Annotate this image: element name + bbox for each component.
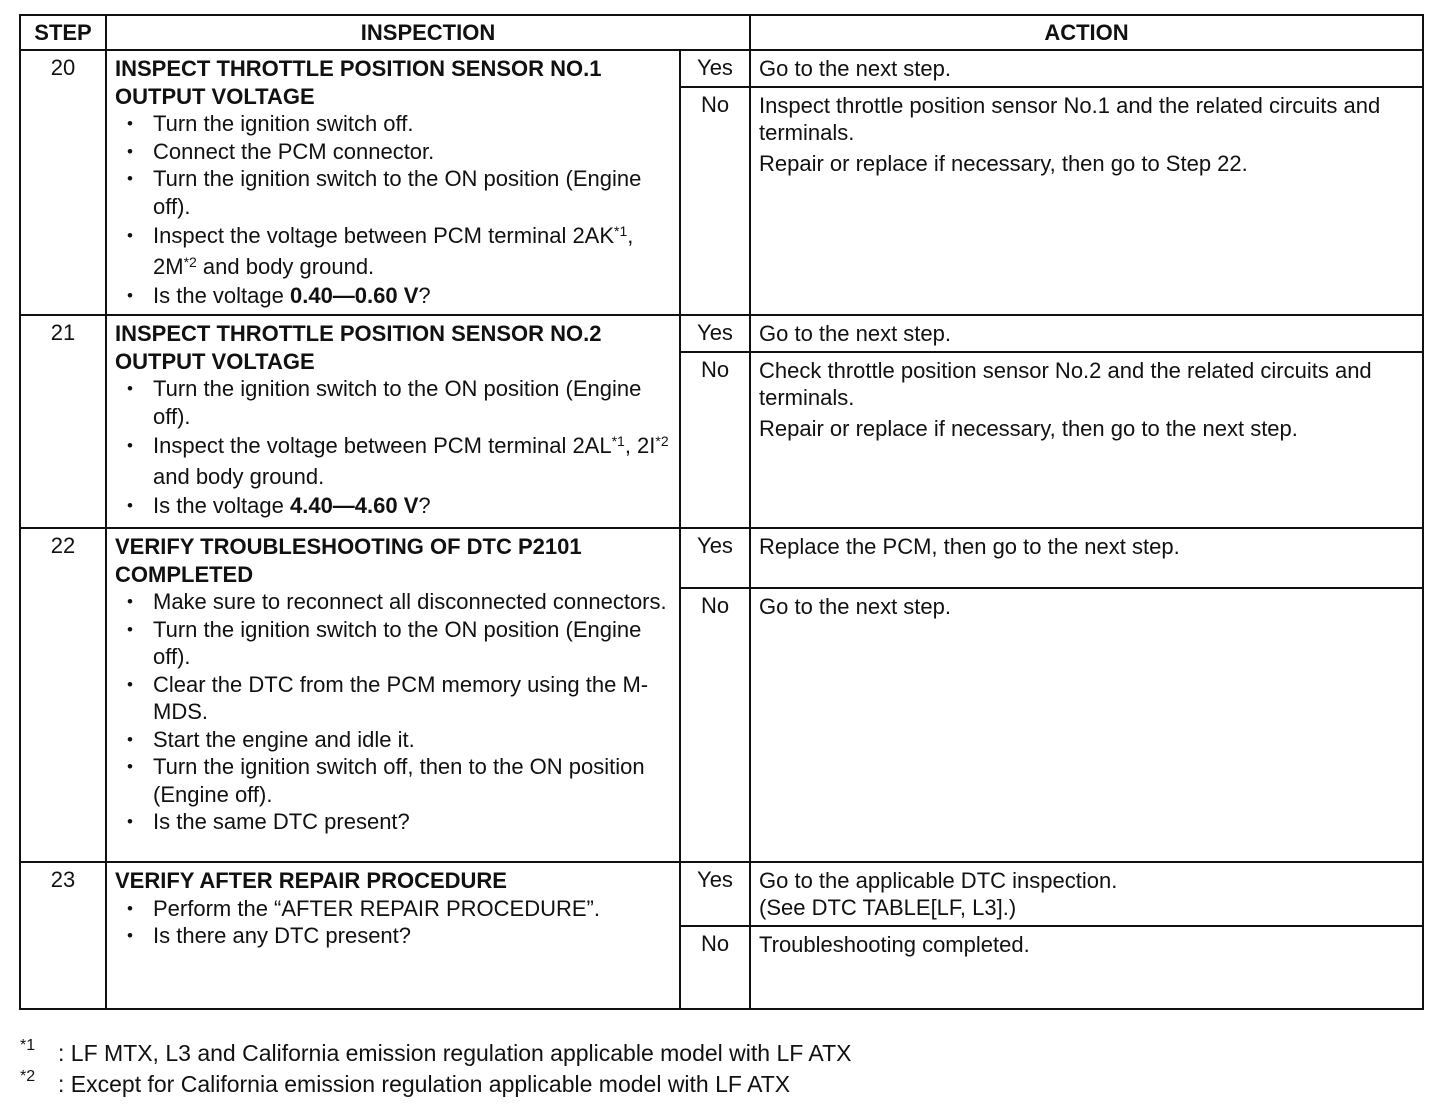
- inspection-table: [19, 14, 1424, 1010]
- list-item: • Perform the “AFTER REPAIR PROCEDURE”.: [153, 895, 671, 923]
- list-item: • Turn the ignition switch to the ON position (Engine off).: [153, 616, 671, 671]
- yes-label: Yes: [680, 315, 750, 352]
- inspection-cell: [106, 50, 680, 315]
- yes-label: Yes: [680, 862, 750, 926]
- action-text: Inspect throttle position sensor No.1 and the related circuits and terminals.: [759, 93, 1381, 145]
- action-text: (See DTC TABLE[LF, L3].): [759, 895, 1017, 920]
- header-row: [20, 15, 1423, 50]
- inspection-cell: [106, 862, 680, 1009]
- list-item: • Is the voltage 0.40—0.60 V?: [153, 282, 671, 310]
- table-row: [20, 315, 1423, 352]
- inspection-list: [115, 110, 671, 310]
- footnote: [20, 1038, 851, 1069]
- step-number: 20: [20, 50, 106, 315]
- no-action: [750, 352, 1423, 528]
- yes-label: Yes: [680, 528, 750, 588]
- no-label: No: [680, 588, 750, 862]
- no-action: Go to the next step.: [750, 588, 1423, 862]
- list-item: • Is there any DTC present?: [153, 922, 671, 950]
- header-action: ACTION: [750, 15, 1423, 50]
- inspection-list: [115, 375, 671, 520]
- step-number: 23: [20, 862, 106, 1009]
- table-row: [20, 862, 1423, 926]
- inspection-title: INSPECT THROTTLE POSITION SENSOR NO.2 OUTPUT VOLTAGE: [115, 321, 602, 374]
- yes-action: [750, 862, 1423, 926]
- step-number: 21: [20, 315, 106, 528]
- inspection-title: INSPECT THROTTLE POSITION SENSOR NO.1 OUTPUT VOLTAGE: [115, 56, 602, 109]
- action-text: Go to the applicable DTC inspection.: [759, 868, 1118, 893]
- no-label: No: [680, 352, 750, 528]
- list-item: • Clear the DTC from the PCM memory using the M-MDS.: [153, 671, 671, 726]
- header-step: STEP: [20, 15, 106, 50]
- inspection-title: VERIFY TROUBLESHOOTING OF DTC P2101 COMPLETED: [115, 534, 582, 587]
- yes-action: Go to the next step.: [750, 315, 1423, 352]
- table-row: [20, 528, 1423, 588]
- yes-action: Replace the PCM, then go to the next step.: [750, 528, 1423, 588]
- no-action: Troubleshooting completed.: [750, 926, 1423, 1009]
- footnotes: [20, 1038, 851, 1100]
- action-text: Repair or replace if necessary, then go to the next step.: [759, 416, 1298, 441]
- step-number: 22: [20, 528, 106, 862]
- footnote-text: : Except for California emission regulation applicable model with LF ATX: [58, 1071, 791, 1097]
- list-item: • Inspect the voltage between PCM terminal 2AL$^{*1}$, $2I^{*2}$ and body ground.: [153, 430, 671, 492]
- footnote-mark: *1: [20, 1037, 36, 1054]
- action-text: Check throttle position sensor No.2 and the related circuits and terminals.: [759, 358, 1372, 410]
- header-inspection: INSPECTION: [106, 15, 750, 50]
- inspection-title: VERIFY AFTER REPAIR PROCEDURE: [115, 868, 507, 893]
- list-item: • Is the same DTC present?: [153, 808, 671, 836]
- inspection-list: [115, 588, 671, 836]
- no-label: No: [680, 87, 750, 315]
- list-item: • Is the voltage 4.40—4.60 V?: [153, 492, 671, 520]
- footnote-text: : LF MTX, L3 and California emission regulation applicable model with LF ATX: [58, 1040, 852, 1066]
- list-item: • Turn the ignition switch off, then to the ON position (Engine off).: [153, 753, 671, 808]
- table-row: [20, 50, 1423, 87]
- list-item: • Turn the ignition switch to the ON position (Engine off).: [153, 375, 671, 430]
- no-action: [750, 87, 1423, 315]
- footnote: [20, 1069, 851, 1100]
- yes-action: Go to the next step.: [750, 50, 1423, 87]
- action-text: Repair or replace if necessary, then go to Step 22.: [759, 151, 1248, 176]
- list-item: • Connect the PCM connector.: [153, 138, 671, 166]
- inspection-list: [115, 895, 671, 950]
- list-item: • Turn the ignition switch off.: [153, 110, 671, 138]
- yes-label: Yes: [680, 50, 750, 87]
- list-item: • Inspect the voltage between PCM terminal 2AK$^{*1}$, $2M^{*2}$ and body ground.: [153, 220, 671, 282]
- no-label: No: [680, 926, 750, 1009]
- inspection-cell: [106, 528, 680, 862]
- list-item: • Start the engine and idle it.: [153, 726, 671, 754]
- footnote-mark: *2: [20, 1068, 36, 1085]
- list-item: • Make sure to reconnect all disconnected connectors.: [153, 588, 671, 616]
- inspection-cell: [106, 315, 680, 528]
- list-item: • Turn the ignition switch to the ON position (Engine off).: [153, 165, 671, 220]
